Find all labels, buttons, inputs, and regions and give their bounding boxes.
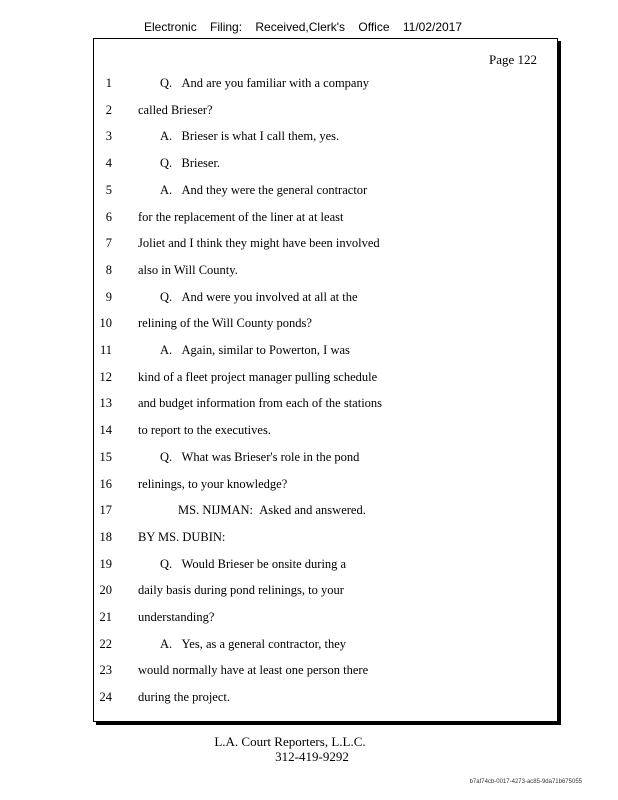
line-text: A. Brieser is what I call them, yes. [160,129,340,144]
line-number: 24 [99,690,112,705]
line-text: A. Yes, as a general contractor, they [160,636,347,651]
line-number: 11 [99,343,112,357]
page-number: Page 122 [488,52,537,67]
reporter-phone: 312-419-9292 [275,749,349,764]
line-number: 10 [99,316,112,331]
line-text: daily basis during pond relinings, to your [138,583,344,598]
line-number: 7 [105,236,112,251]
line-text: Q. Brieser. [160,156,221,171]
line-text: Q. And were you involved at all at the [160,289,358,304]
line-number: 1 [105,76,112,90]
line-number: 18 [99,529,112,544]
line-text: would normally have at least one person there [138,663,369,678]
line-text: to report to the executives. [138,423,271,438]
line-number: 15 [99,449,112,464]
line-number: 3 [105,129,112,144]
line-text: BY MS. DUBIN: [138,529,226,544]
line-text: relining of the Will County ponds? [138,316,312,331]
line-text: kind of a fleet project manager pulling schedule [138,369,378,384]
reporter-company: L.A. Court Reporters, L.L.C. [214,734,366,749]
line-text: Q. What was Brieser's role in the pond [160,449,360,464]
transcript-page [93,38,558,722]
line-number: 2 [105,102,112,117]
line-text: Q. And are you familiar with a company [160,76,369,90]
line-number: 21 [99,610,112,624]
line-number: 5 [105,182,112,197]
line-number: 13 [99,396,112,411]
line-text: Joliet and I think they might have been involved [138,236,380,251]
line-number: 12 [99,369,112,384]
electronic-filing-header [144,20,472,34]
line-text: for the replacement of the liner at at least [138,209,344,224]
header-part: Electronic [144,20,197,34]
line-number: 8 [105,262,112,277]
line-text: A. Again, similar to Powerton, I was [160,343,350,357]
line-number: 6 [105,209,112,224]
header-part: 11/02/2017 [402,20,463,34]
line-text: and budget information from each of the stations [138,396,383,411]
line-text: MS. NIJMAN: Asked and answered. [178,503,366,518]
document-hash: b7af74cb-0017-4273-ac85-9da71b675055 [469,779,582,785]
line-text: Q. Would Brieser be onsite during a [160,556,347,571]
line-number: 17 [99,503,112,518]
header-part: Office [358,20,390,34]
line-number: 22 [99,636,112,651]
line-text: during the project. [138,690,230,705]
line-text: understanding? [138,610,215,624]
line-text: also in Will County. [138,262,238,277]
header-part: Filing: [210,20,243,34]
line-text: called Brieser? [138,102,213,117]
line-text: relinings, to your knowledge? [138,476,288,491]
line-text: A. And they were the general contractor [160,182,368,197]
line-number: 19 [99,556,112,571]
page-footer [0,734,580,764]
line-number: 14 [99,423,112,438]
line-number: 20 [99,583,112,598]
line-number: 4 [105,156,112,171]
line-number: 16 [99,476,112,491]
line-number: 9 [105,289,112,304]
line-number: 23 [99,663,112,678]
header-part: Received,Clerk's [255,20,346,34]
